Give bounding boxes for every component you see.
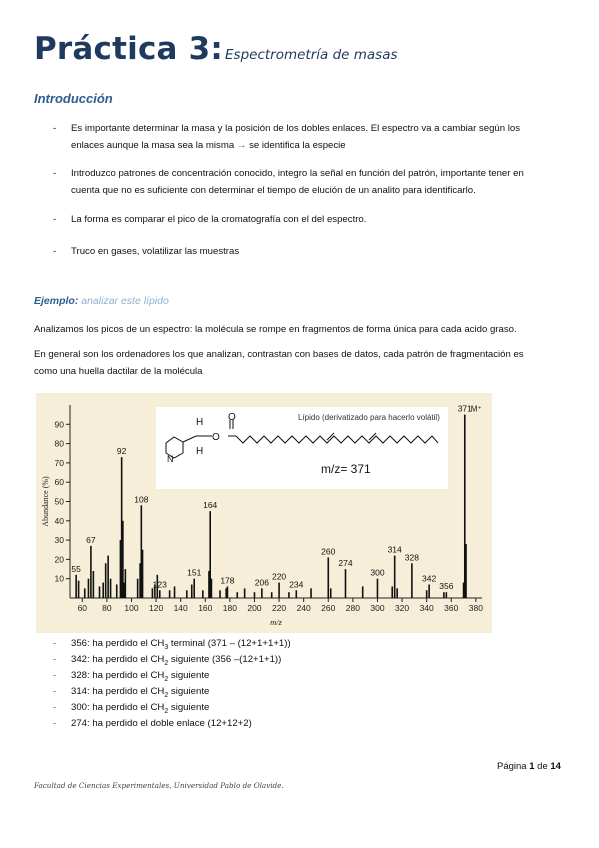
fragment-text-part: terminal (371 – (12+1+1+1)) [168,638,291,649]
y-tick-label: 90 [54,419,64,430]
peak-label: 108 [134,494,149,505]
mass-spectrum-chart [36,393,492,633]
peak-label: 371 [457,403,472,414]
peak-label: 67 [86,534,96,545]
bullet-dash: - [53,638,57,649]
x-tick-label: 100 [124,603,139,613]
peak-label: 260 [321,546,336,557]
peak-label: 356 [439,581,454,592]
x-tick-label: 120 [148,603,164,613]
bullet-text: se identifica la especie [246,140,346,151]
page-number [497,761,561,772]
fragment-text-part: siguiente [168,670,210,681]
subscript: 3 [164,643,169,651]
fragment-text-part: 300: ha perdido el CH [71,702,165,713]
page-de: de [534,761,551,772]
bullet-dash: - [53,718,57,729]
example-subtitle: analizar este lípido [78,295,169,307]
atom-h: H [196,417,204,428]
x-tick-label: 220 [271,603,287,613]
fragment-text-part: siguiente [168,686,210,697]
fragment-text-part: 356: ha perdido el CH [71,638,165,649]
peak-label: 300 [370,567,385,578]
x-tick-label: 300 [370,603,385,613]
page-total: 14 [550,761,561,772]
x-tick-label: 160 [198,603,213,613]
x-tick-label: 320 [394,603,410,613]
page-current: 1 [529,761,535,772]
x-tick-label: 200 [247,603,262,613]
inset-caption: Lípido (derivatizado para hacerlo volátil) [298,413,440,422]
intro-bullet-2 [34,165,574,199]
peak-label: 92 [116,446,127,457]
y-tick-label: 60 [54,477,64,488]
subscript: 2 [164,675,169,683]
molecular-ion-label: M⁺ [470,404,482,414]
x-tick-label: 240 [296,603,311,613]
peak-label: 206 [254,577,269,588]
intro-heading: Introducción [34,91,113,106]
x-tick-label: 140 [173,603,188,613]
bullet-text: cuenta que no es suficiente con determinar el tiempo de elución de un analito para identificarlo. [71,185,476,196]
y-tick-label: 40 [54,515,64,526]
x-tick-label: 340 [419,603,434,613]
y-tick-label: 30 [54,535,64,546]
bullet-dash: - [53,654,57,665]
x-tick-label: 280 [345,603,360,613]
fragment-text-part: 274: ha perdido el doble enlace (12+12+2) [71,718,252,729]
atom-n: N [167,454,174,464]
y-axis-label: Abundance (%) [41,476,50,527]
fragment-text-part: 328: ha perdido el CH [71,670,165,681]
title-subtitle: Espectrometría de masas [225,47,398,63]
example-paragraph-2 [34,346,569,380]
subscript: 2 [164,691,169,699]
fragment-text-part: 314: ha perdido el CH [71,686,165,697]
fragment-text-part: siguiente [168,702,210,713]
y-tick-label: 80 [54,438,64,449]
example-label: Ejemplo: [34,295,79,307]
peak-label: 234 [289,579,304,590]
intro-bullet-3 [34,211,574,228]
y-tick-label: 10 [54,573,64,584]
fragment-text [71,716,252,732]
atom-h-2: H [196,446,204,457]
x-tick-label: 380 [468,603,483,613]
example-paragraph-1: Analizamos los picos de un espectro: la molécula se rompe en fragmentos de forma única para cada acido graso. [34,324,517,335]
peak-label: 328 [404,552,419,563]
inset-mz-value: m/z= 371 [321,462,371,476]
intro-bullet-1 [34,120,574,154]
bullet-text: Truco en gases, volatilizar las muestras [71,246,240,257]
x-axis-label: m/z [270,617,282,627]
bullet-text: La forma es comparar el pico de la cromatografía con el del espectro. [71,214,367,225]
peak-label: 151 [187,567,202,578]
atom-o-ester: O [212,432,220,443]
bullet-text: Es importante determinar la masa y la posición de los dobles enlaces. El espectro va a cambiar según los [71,123,521,134]
bullet-dash: - [53,168,57,179]
title-main: Práctica 3: [34,31,224,67]
peak-label: 342 [422,573,437,584]
x-tick-label: 260 [321,603,336,613]
x-tick-label: 180 [222,603,237,613]
peak-label: 220 [271,571,287,582]
paragraph-line: En general son los ordenadores los que analizan, contrastan con bases de datos, cada patrón de fragmentación es [34,349,524,360]
bullet-dash: - [53,246,57,257]
x-tick-label: 60 [77,603,88,613]
molecule-inset [156,407,448,489]
peak-label: 178 [220,575,235,586]
subscript: 2 [164,707,169,715]
intro-bullet-4 [34,243,574,260]
bullet-dash: - [53,214,57,225]
bullet-text: enlaces aunque la masa sea la misma [71,140,237,151]
subscript: 2 [164,659,169,667]
peak-label: 274 [338,558,353,569]
fragment-text-part: 342: ha perdido el CH [71,654,165,665]
example-heading [34,293,569,310]
paragraph-line: como una huella dactilar de la molécula [34,366,203,377]
page-title [34,31,398,67]
peak-label: 55 [71,563,81,574]
peak-label: 164 [203,500,218,511]
y-tick-label: 20 [54,554,64,565]
bullet-dash: - [53,702,57,713]
bullet-dash: - [53,670,57,681]
y-tick-label: 50 [54,496,64,507]
bullet-dash: - [53,686,57,697]
bullet-dash: - [53,123,57,134]
fragment-text-part: siguiente (356 –(12+1+1)) [168,654,282,665]
x-tick-label: 80 [102,603,112,613]
peak-label: 314 [387,544,402,555]
institution-footer: Facultad de Ciencias Experimentales, Universidad Pablo de Olavide. [34,781,284,790]
atom-o: O [228,412,236,423]
arrow-right-icon: → [236,140,247,151]
y-tick-label: 70 [54,457,64,468]
bullet-text: Introduzco patrones de concentración conocido, integro la señal en función del patrón, importante tener en [71,168,524,179]
x-tick-label: 360 [444,603,459,613]
page-word: Página [497,761,530,772]
peak-label: 123 [152,579,167,590]
